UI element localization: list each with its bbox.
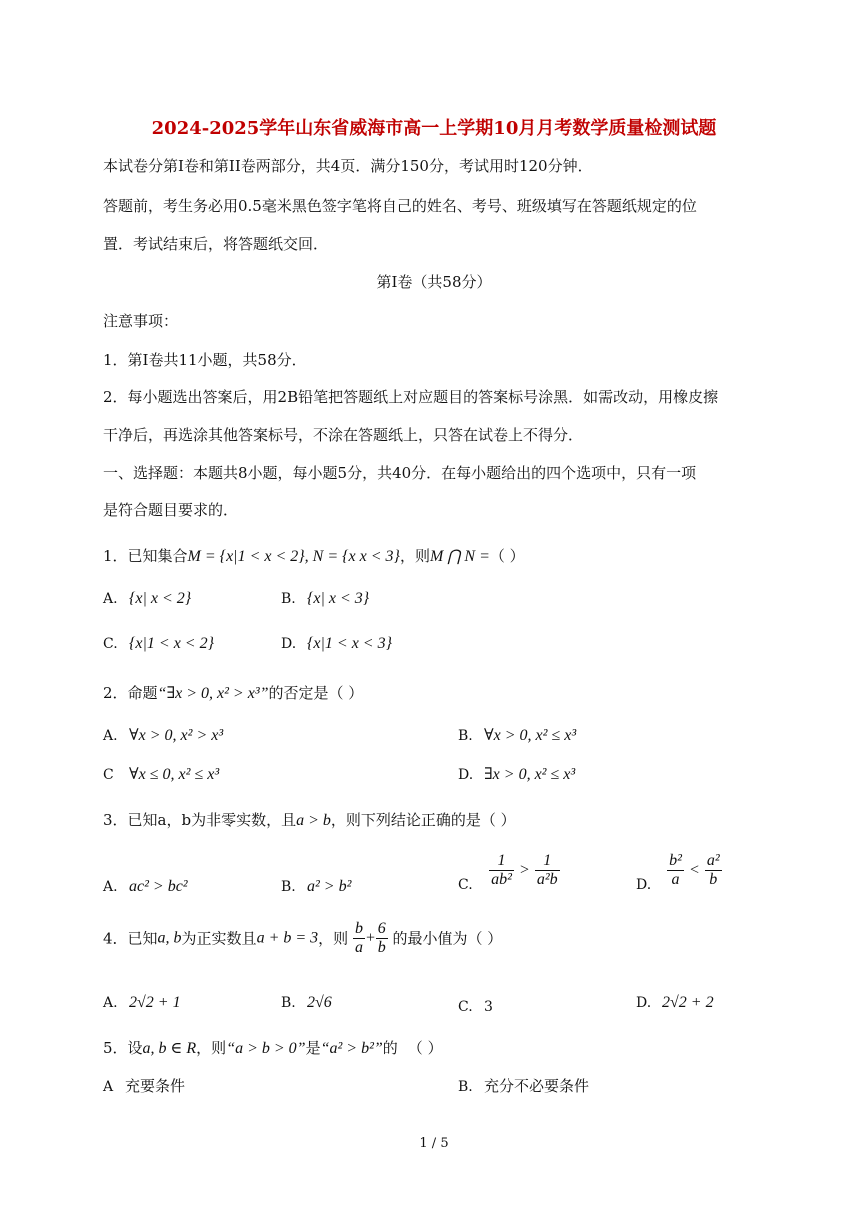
option-label: B.: [458, 1079, 473, 1095]
notes-heading: 注意事项：: [103, 312, 179, 330]
q2-option-c: [103, 764, 219, 784]
q4-stem-text: 4．已知: [103, 929, 158, 948]
option-text: 充分不必要条件: [484, 1077, 590, 1095]
q5-expression-2: “a > b > 0”: [226, 1040, 306, 1057]
option-text: 2√2 + 2: [662, 994, 714, 1011]
section-title: 第I卷（共58分）: [376, 273, 492, 291]
q1-option-c: [103, 633, 214, 653]
option-text: ∃x > 0, x² ≤ x³: [484, 766, 576, 783]
option-text: {x| x < 2}: [129, 590, 192, 607]
option-label: C: [103, 767, 114, 783]
q4-option-c: [458, 996, 493, 1015]
fraction: [489, 852, 514, 889]
q4-option-b: [281, 992, 332, 1012]
numerator: 6: [377, 920, 386, 937]
q4-option-a: [103, 992, 181, 1012]
denominator: b: [377, 939, 386, 956]
q3-expression: a > b: [296, 812, 331, 829]
document-title: 2024-2025学年山东省威海市高一上学期10月月考数学质量检测试题: [151, 118, 717, 139]
denominator: a²b: [536, 871, 558, 888]
numerator: b: [354, 920, 363, 937]
numerator: b²: [669, 852, 682, 869]
question-1-stem: [103, 546, 525, 567]
q5-stem-text-4: 的: [382, 1039, 398, 1057]
q5-expression: a, b ∈ R: [142, 1040, 197, 1057]
option-text: a² > b²: [307, 878, 352, 895]
part1-line-1: 一、选择题：本题共8小题，每小题5分，共40分．在每小题给出的四个选项中，只有一项: [103, 464, 697, 482]
question-4-stem: [103, 920, 502, 957]
q1-stem-text-2: ，则: [399, 547, 430, 565]
fraction: [705, 852, 722, 889]
q4-stem-text-3: ，则: [318, 929, 349, 948]
q5-option-b: [458, 1076, 589, 1097]
option-label: D.: [636, 876, 652, 893]
option-label: A.: [103, 879, 118, 895]
intro-line-1: 本试卷分第I卷和第II卷两部分，共4页．满分150分，考试用时120分钟．: [103, 157, 593, 175]
q2-expression: “∃x > 0, x² > x³”: [157, 685, 269, 702]
q3-stem-text: 3．已知a，b为非零实数，且: [103, 811, 297, 829]
operator: >: [518, 861, 530, 879]
fraction: [353, 920, 365, 957]
q2-stem-text: 2．命题: [103, 684, 158, 702]
fraction: [667, 852, 684, 889]
option-text: ∀x > 0, x² > x³: [129, 727, 224, 744]
option-label: A.: [103, 591, 118, 607]
q5-option-a: [103, 1076, 185, 1097]
numerator: 1: [489, 852, 514, 871]
option-label: A.: [103, 728, 118, 744]
intro-line-2: 答题前，考生务必用0.5毫米黑色签字笔将自己的姓名、考号、班级填写在答题纸规定的位: [103, 197, 697, 215]
option-label: D.: [281, 636, 297, 652]
note-1: 1．第I卷共11小题，共58分．: [103, 351, 307, 369]
question-3-stem: [103, 810, 516, 831]
option-label: C.: [458, 876, 473, 893]
q1-option-a: [103, 588, 191, 608]
q3-option-b: [281, 876, 351, 896]
operator: +: [364, 929, 376, 947]
option-text: {x|1 < x < 3}: [307, 635, 392, 652]
option-text: ∀x > 0, x² ≤ x³: [484, 727, 577, 744]
q5-answer-paren: （ ）: [407, 1039, 443, 1057]
question-2-stem: [103, 683, 363, 704]
option-label: C.: [458, 999, 473, 1015]
option-text: ac² > bc²: [129, 878, 188, 895]
option-label: B.: [281, 879, 296, 895]
note-2b: 干净后，再选涂其他答案标号，不涂在答题纸上，只答在试卷上不得分．: [103, 426, 584, 444]
option-label: B.: [281, 995, 296, 1011]
denominator: b: [709, 871, 718, 888]
q4-expression: a, b: [157, 929, 182, 947]
option-text: 2√2 + 1: [129, 994, 181, 1011]
note-2a: 2．每小题选出答案后，用2B铅笔把答题纸上对应题目的答案标号涂黑．如需改动，用橡皮擦: [103, 388, 719, 406]
option-text: {x| x < 3}: [307, 590, 370, 607]
option-label: B.: [458, 728, 473, 744]
q5-expression-3: “a² > b²”: [320, 1040, 383, 1057]
q2-option-b: [458, 725, 576, 745]
q2-stem-text-2: 的否定是（ ）: [268, 684, 364, 702]
denominator: a: [671, 871, 680, 888]
option-label: A: [103, 1079, 114, 1095]
q2-option-a: [103, 725, 223, 745]
option-label: D.: [636, 995, 652, 1011]
q1-expression-2: M ⋂ N =: [429, 548, 490, 565]
q4-stem-text-2: 为正实数且: [181, 929, 257, 948]
question-5-stem: [103, 1038, 443, 1059]
intro-line-3: 置．考试结束后，将答题纸交回．: [103, 235, 329, 253]
q4-expression-2: a + b = 3: [256, 929, 319, 947]
option-label: B.: [281, 591, 296, 607]
q5-stem-text-2: ，则: [196, 1039, 227, 1057]
q3-option-d: [636, 852, 722, 893]
q3-stem-text-2: ，则下列结论正确的是（ ）: [330, 811, 516, 829]
q3-option-c: [458, 852, 560, 893]
operator: <: [688, 861, 700, 879]
page-number: 1 / 5: [419, 1136, 449, 1151]
numerator: 1: [535, 852, 560, 871]
q5-stem-text: 5．设: [103, 1039, 143, 1057]
option-text: 3: [484, 999, 493, 1015]
q1-option-d: [281, 633, 392, 653]
q4-option-d: [636, 992, 714, 1012]
option-label: D.: [458, 767, 474, 783]
q1-answer-paren: （ ）: [489, 547, 525, 565]
denominator: ab²: [491, 871, 512, 888]
denominator: a: [354, 939, 363, 956]
option-label: A.: [103, 995, 118, 1011]
option-text: 充要条件: [125, 1077, 186, 1095]
q3-option-a: [103, 876, 188, 896]
q1-stem-text: 1．已知集合: [103, 547, 188, 565]
part1-line-2: 是符合题目要求的．: [103, 501, 239, 519]
q1-expression: M = {x|1 < x < 2}, N = {x x < 3}: [187, 548, 400, 565]
q2-option-d: [458, 764, 575, 784]
q4-stem-text-4: 的最小值为（ ）: [392, 929, 503, 948]
option-label: C.: [103, 636, 118, 652]
numerator: a²: [706, 852, 720, 869]
q1-option-b: [281, 588, 369, 608]
option-text: ∀x ≤ 0, x² ≤ x³: [129, 766, 220, 783]
option-text: 2√6: [307, 994, 332, 1011]
option-text: {x|1 < x < 2}: [129, 635, 214, 652]
fraction: [535, 852, 560, 889]
fraction: [376, 920, 388, 957]
q5-stem-text-3: 是: [305, 1039, 321, 1057]
